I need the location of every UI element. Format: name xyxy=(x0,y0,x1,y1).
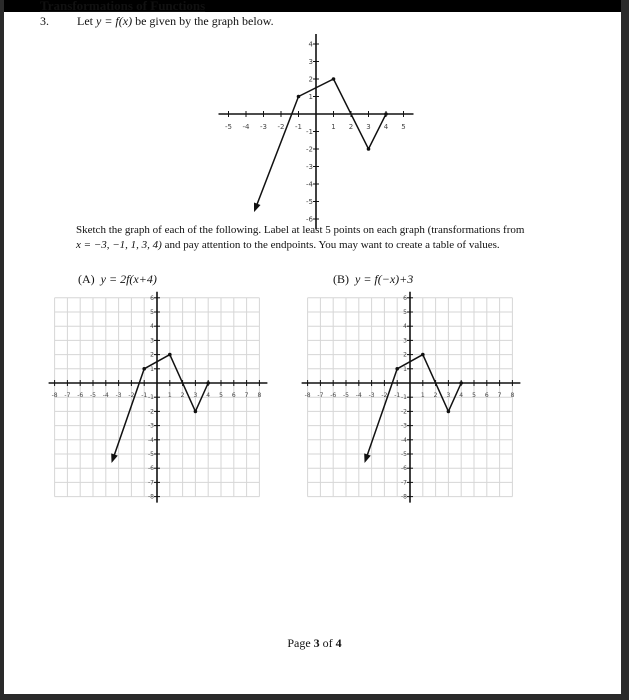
data-point xyxy=(459,381,463,385)
x-tick-label: -3 xyxy=(368,392,375,399)
instructions-line-1: Sketch the graph of each of the following. Label at least 5 points on each graph (transformations from xyxy=(76,224,525,236)
x-tick-label: -4 xyxy=(355,392,362,399)
y-tick-label: 3 xyxy=(308,58,313,66)
y-tick-label: -2 xyxy=(148,408,154,416)
x-tick-label: 3 xyxy=(366,123,371,131)
problem-text-suffix: be given by the graph below. xyxy=(132,14,274,28)
x-tick-label: -2 xyxy=(128,392,135,399)
viewer-left-border xyxy=(0,0,4,700)
y-tick-label: -2 xyxy=(401,408,407,416)
y-tick-label: -6 xyxy=(401,465,407,473)
instructions-line-2 xyxy=(76,238,596,253)
x-tick-label: -8 xyxy=(304,392,311,399)
x-tick-label: -2 xyxy=(381,392,388,399)
x-tick-label: 3 xyxy=(446,392,451,399)
y-tick-label: 5 xyxy=(403,309,407,316)
x-tick-label: -4 xyxy=(242,123,250,131)
data-point xyxy=(421,353,425,357)
y-tick-label: 4 xyxy=(403,323,407,331)
part-b-letter: (B) xyxy=(333,272,349,286)
function-curve xyxy=(255,79,386,210)
x-tick-label: 4 xyxy=(459,392,464,399)
x-tick-label: -7 xyxy=(64,392,71,399)
x-tick-label: 5 xyxy=(219,392,223,399)
section-title: Transformations of Functions xyxy=(40,0,206,13)
x-tick-label: 8 xyxy=(510,392,515,399)
y-tick-label: 1 xyxy=(308,93,313,101)
y-tick-label: -3 xyxy=(401,422,407,430)
viewer-right-border xyxy=(621,0,629,700)
part-b-equation: y = f(−x)+3 xyxy=(355,272,414,286)
y-tick-label: 4 xyxy=(150,323,154,331)
x-tick-label: 1 xyxy=(167,392,172,399)
x-tick-label: -8 xyxy=(51,392,58,399)
data-point xyxy=(332,77,336,81)
x-tick-label: 2 xyxy=(348,123,354,131)
x-tick-label: -6 xyxy=(330,392,337,399)
y-tick-label: 2 xyxy=(403,351,407,359)
y-tick-label: -7 xyxy=(148,479,154,487)
y-tick-label: -8 xyxy=(401,493,407,501)
instructions-x-values: x = −3, −1, 1, 3, 4) xyxy=(76,239,162,251)
y-tick-label: 6 xyxy=(150,294,154,302)
page-footer xyxy=(0,636,629,651)
x-tick-label: -6 xyxy=(77,392,84,399)
part-b-label xyxy=(333,272,413,287)
y-tick-label: -4 xyxy=(306,180,313,189)
data-point xyxy=(194,410,198,414)
x-tick-label: 7 xyxy=(244,392,249,399)
viewer-bottom-border xyxy=(0,694,629,700)
arrow-head xyxy=(254,202,261,212)
function-curve xyxy=(365,355,464,462)
main-graph xyxy=(190,28,440,228)
footer-total-pages: 4 xyxy=(335,636,342,650)
y-tick-label: 2 xyxy=(308,75,313,84)
data-point xyxy=(206,381,210,385)
x-tick-label: 2 xyxy=(433,392,438,399)
data-point xyxy=(447,410,451,414)
x-tick-label: -5 xyxy=(225,123,232,131)
arrow-head xyxy=(111,453,118,463)
x-tick-label: -1 xyxy=(394,392,401,399)
x-tick-label: 1 xyxy=(420,392,425,399)
y-tick-label: 3 xyxy=(150,337,154,345)
part-a-equation: y = 2f(x+4) xyxy=(100,272,157,286)
y-tick-label: 5 xyxy=(150,309,154,316)
x-tick-label: -3 xyxy=(115,392,122,399)
data-point xyxy=(367,147,371,151)
x-tick-label: -2 xyxy=(277,123,285,131)
x-tick-label: 2 xyxy=(180,392,185,399)
x-tick-label: 6 xyxy=(231,392,236,399)
x-tick-label: 1 xyxy=(331,123,336,131)
x-tick-label: 5 xyxy=(401,123,406,131)
x-tick-label: 7 xyxy=(497,392,502,399)
y-tick-label: 4 xyxy=(308,40,313,49)
y-tick-label: -7 xyxy=(401,479,407,487)
x-tick-label: -1 xyxy=(295,123,302,131)
arrow-head xyxy=(364,453,371,463)
y-tick-label: -2 xyxy=(306,145,313,154)
footer-current-page: 3 xyxy=(313,636,320,650)
grid-a xyxy=(45,292,285,501)
data-point xyxy=(297,95,301,99)
y-tick-label: 1 xyxy=(403,365,407,373)
instructions xyxy=(76,223,596,253)
y-tick-label: 1 xyxy=(150,365,154,373)
y-tick-label: -5 xyxy=(148,451,154,458)
footer-prefix: Page xyxy=(287,636,314,650)
data-point xyxy=(384,112,388,116)
y-tick-label: 2 xyxy=(150,351,154,359)
problem-text-prefix: Let xyxy=(77,14,96,28)
y-tick-label: -4 xyxy=(401,436,407,444)
part-a-label xyxy=(78,272,157,287)
y-tick-label: -3 xyxy=(148,422,154,430)
x-tick-label: 6 xyxy=(484,392,489,399)
x-tick-label: -1 xyxy=(141,392,148,399)
x-tick-label: -4 xyxy=(102,392,109,399)
grid-b xyxy=(304,292,545,501)
y-tick-label: -5 xyxy=(306,198,313,206)
x-tick-label: 4 xyxy=(383,123,389,131)
x-tick-label: 8 xyxy=(257,392,262,399)
y-tick-label: -8 xyxy=(148,493,154,501)
x-tick-label: -3 xyxy=(260,123,267,131)
y-tick-label: -1 xyxy=(148,394,154,402)
part-a-letter: (A) xyxy=(78,272,95,286)
y-tick-label: -6 xyxy=(306,215,313,224)
function-curve xyxy=(112,355,211,462)
y-tick-label: 3 xyxy=(403,337,407,345)
y-tick-label: -1 xyxy=(401,394,407,402)
y-tick-label: -6 xyxy=(148,465,154,473)
y-tick-label: -5 xyxy=(401,451,407,458)
x-tick-label: 4 xyxy=(206,392,211,399)
y-tick-label: -3 xyxy=(306,163,313,171)
x-tick-label: 3 xyxy=(193,392,198,399)
x-tick-label: 5 xyxy=(472,392,476,399)
y-tick-label: 6 xyxy=(403,294,407,302)
instructions-line-2-rest: and pay attention to the endpoints. You may want to create a table of values. xyxy=(161,239,500,251)
data-point xyxy=(142,367,146,371)
y-tick-label: -1 xyxy=(306,128,313,136)
data-point xyxy=(395,367,399,371)
y-tick-label: -4 xyxy=(148,436,154,444)
problem-equation: y = f(x) xyxy=(96,14,133,28)
footer-middle: of xyxy=(319,636,336,650)
x-tick-label: -5 xyxy=(343,392,349,399)
data-point xyxy=(168,353,172,357)
x-tick-label: -5 xyxy=(90,392,96,399)
x-tick-label: -7 xyxy=(317,392,324,399)
problem-statement xyxy=(77,14,274,29)
problem-number: 3. xyxy=(40,14,49,28)
